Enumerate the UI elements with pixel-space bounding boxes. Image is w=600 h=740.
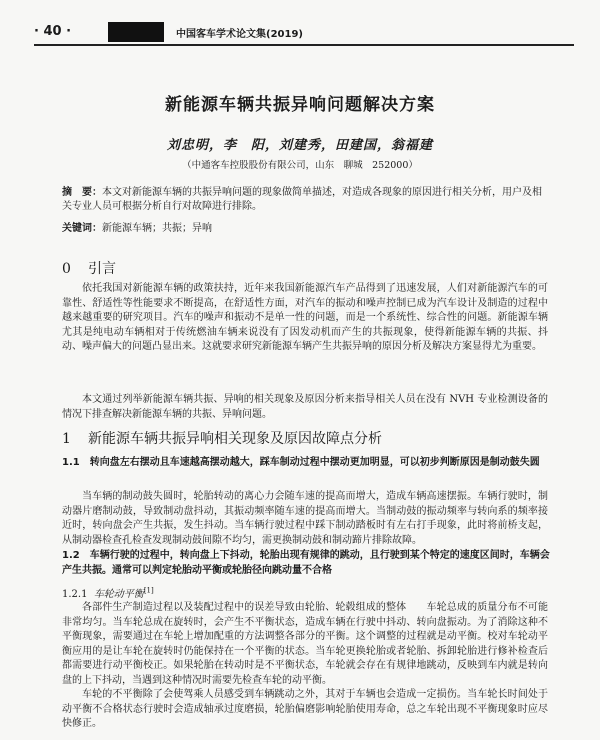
section-0-heading	[62, 258, 116, 278]
subsection-1-2-1-label: 车轮动平衡	[93, 589, 144, 600]
subsection-1-2-1-paragraph-1: 各部件生产制造过程以及装配过程中的误差导致由轮胎、轮毂组成的整体 车轮总成的质量分布不可能非常均匀。当车轮总成在旋转时，会产生不平衡状态，造成车辆在行驶中抖动、转向盘振动。为了消除这种不平衡现象，需要通过在车轮上增加配重的方法调整各部分的平衡。这个调整的过程就是动平衡。校对车轮动平衡应用的是让车轮在旋转时仍能保持在一个平衡的状态。当车轮更换轮胎或者轮胎、拆卸轮胎进行修补检查后都需要进行动平衡校正。如果轮胎在转动时是不平衡状态，车轮就会存在有规律地跳动，反映到车内就是转向盘的上下抖动，当遇到这种情况时需要先检查车轮的动平衡。	[62, 602, 548, 686]
paper-authors: 刘忠明，李 阳，刘建秀，田建国，翁福建	[166, 138, 433, 153]
section-0-paragraph-1: 依托我国对新能源车辆的政策扶持，近年来我国新能源汽车产品得到了迅速发展，人们对新能源汽车的可靠性、舒适性等性能要求不断提高，在舒适性方面，对汽车的振动和噪声控制已成为汽车设计及制造的过程中越来越重要的研究项目。汽车的噪声和振动不是单一性的问题，而是一个系统性、综合性的问题。新能源车辆尤其是纯电动车辆相对于传统燃油车辆来说没有了因发动机而产生的共振现象，使得新能源车辆的共振、抖动、噪声偏大的问题凸显出来。这就要求研究新能源车辆产生共振异响的原因分析及解决方案显得尤为重要。	[62, 283, 548, 353]
abstract-text: 本文对新能源车辆的共振异响问题的现象做简单描述，对造成各现象的原因进行相关分析，用户及相关专业人员可根据分析自行对故障进行排除。	[62, 187, 542, 212]
section-1-heading	[62, 428, 382, 448]
abstract-label: 摘 要：	[62, 187, 102, 198]
subsection-1-2-1-number: 1.2.1	[62, 589, 88, 600]
reference-marker: [1]	[143, 586, 154, 595]
keywords-label: 关键词：	[62, 223, 102, 234]
keywords	[62, 219, 548, 234]
subsection-1-1-paragraph: 当车辆的制动鼓失圆时，轮胎转动的离心力会随车速的提高而增大，造成车辆高速摆振。车辆行驶时，制动器片磨制动鼓，导致制动盘抖动，其振动频率随车速的提高而增大。当制动鼓的振动频率与转向系的频率接近时，转向盘会产生共振，发生抖动。当车辆行驶过程中踩下制动踏板时有左右打手现象，此时将前桥支起，从制动器检查孔检查发现制动鼓间隙不均匀，需更换制动鼓和制动蹄片排除故障。	[62, 491, 548, 546]
subsection-1-2-1-paragraph-2: 车轮的不平衡除了会使驾乘人员感受到车辆跳动之外，其对于车辆也会造成一定损伤。当车轮长时间处于动平衡不合格状态行驶时会造成轴承过度磨损，轮胎偏磨影响轮胎使用寿命，总之车轮出现不平衡现象时应尽快修正。	[62, 689, 548, 730]
header-logo-block	[108, 22, 164, 42]
section-0-number: 0	[62, 261, 71, 277]
keywords-text: 新能源车辆；共振；异响	[102, 223, 212, 234]
running-header	[34, 22, 574, 44]
section-1-title: 新能源车辆共振异响相关现象及原因故障点分析	[88, 431, 382, 447]
header-rule	[34, 44, 574, 46]
subsection-1-2-1-heading	[62, 585, 154, 600]
paper-title: 新能源车辆共振异响问题解决方案	[165, 95, 435, 115]
section-1-number: 1	[62, 431, 71, 447]
journal-name: 中国客车学术论文集(2019)	[176, 29, 303, 40]
subsection-1-2-heading: 1.2 车辆行驶的过程中，转向盘上下抖动，轮胎出现有规律的跳动，且行驶到某个特定的速度区间时，车辆会产生共振。通常可以判定轮胎动平衡或轮胎径向跳动量不合格	[62, 550, 550, 576]
abstract	[62, 186, 548, 214]
subsection-1-1-heading: 1.1 转向盘左右摆动且车速越高摆动越大，踩车制动过程中摆动更加明显，可以初步判断原因是制动鼓失圆	[62, 457, 540, 468]
paper-affiliation: （中通客车控股股份有限公司，山东 聊城 252000）	[182, 160, 418, 171]
section-0-title: 引言	[88, 261, 116, 277]
page-number: · 40 ·	[34, 24, 72, 39]
section-0-paragraph-2: 本文通过列举新能源车辆共振、异响的相关现象及原因分析来指导相关人员在没有 NVH 专业检测设备的情况下排查解决新能源车辆的共振、异响问题。	[62, 394, 548, 420]
